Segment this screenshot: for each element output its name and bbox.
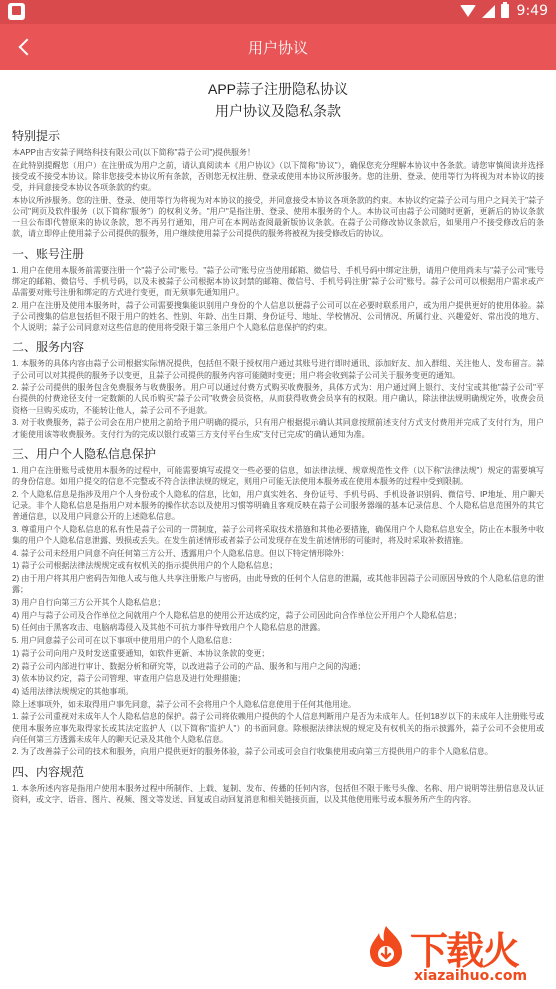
section-paragraph: 3) 用户自行向第三方公开其个人隐私信息； [12,598,166,607]
app-bar [0,24,556,70]
section-paragraph: 2. 用户在注册及使用本服务时，蒜子公司需要搜集能识别用户身份的个人信息以便蒜子公司可以在必要时联系用户，或为用户提供更好的使用体验。蒜子公司搜集的信息包括但不限于用户的姓名、性别、年龄、出生日期、身份证号、地址、学校情况、公司情况、所属行业、兴趣爱好、常出没的地方、个人说明；蒜子公司同意对这些信息的使用将受限于第三条用户个人隐私信息保护的约束。 [12,300,544,333]
fire-download-logo-icon [366,924,406,968]
special-notice [12,147,544,240]
status-bar [0,0,556,24]
status-time: 9:49 [516,3,548,19]
section-paragraph: 2. 蒜子公司提供的服务包含免费服务与收费服务。用户可以通过付费方式购买收费服务，具体方式为：用户通过网上银行、支付宝或其他"蒜子公司"平台提供的付费途径支付一定数额的人民币购买"蒜子公司"收费会员资格，从而获得收费会员享有的权限。用户确认，除法律法规明确规定外，收费会员资格一旦购买成功，不能转让他人，蒜子公司不予退款。 [12,383,544,415]
section-paragraph: 1. 用户在注册账号或使用本服务的过程中，可能需要填写或提交一些必要的信息，如法律法规、规章规范性文件（以下称"法律法规"）规定的需要填写的身份信息。如用户提交的信息不完整或不符合法律法规的规定，则用户可能无法使用本服务或在使用本服务的过程中受到限制。 [12,465,544,486]
watermark-title: 下载火 [410,929,519,973]
section-paragraph: 3. 尊重用户个人隐私信息的私有性是蒜子公司的一贯制度，蒜子公司将采取技术措施和其他必要措施，确保用户个人隐私信息安全，防止在本服务中收集的用户个人隐私信息泄露、毁损或丢失。在发生前述情形或者蒜子公司发现存在发生前述情形的可能时，将及时采取补救措施。 [12,524,544,545]
section-paragraph: 1. 蒜子公司重视对未成年人个人隐私信息的保护。蒜子公司将依赖用户提供的个人信息判断用户是否为未成年人。任何18岁以下的未成年人注册账号或使用本服务应事先取得家长或其法定监护人（以下简称"监护人"）的书面同意。除根据法律法规的规定及有权机关的指示披露外，蒜子公司不会使用或向任何第三方透露未成年人的聊天记录及其他个人隐私信息。 [12,712,544,744]
watermark [366,918,546,988]
section-paragraph: 4) 用户与蒜子公司及合作单位之间就用户个人隐私信息的使用公开达成约定，蒜子公司因此向合作单位公开用户个人隐私信息； [12,610,462,620]
section-paragraph: 1. 用户在使用本服务前需要注册一个"蒜子公司"账号。"蒜子公司"账号应当使用邮箱、微信号、手机号码中绑定注册，请用户使用尚未与"蒜子公司"账号绑定的邮箱、微信号、手机号码，以及未被蒜子公司根据本协议封禁的邮箱、微信号、手机号码注册"蒜子公司"账号。蒜子公司可以根据用户需求或产品需要对账号注册和绑定的方式进行变更，而无须事先通知用户。 [12,265,544,298]
status-icons [460,3,548,19]
agreement-sections [12,246,544,805]
section-paragraph: 2) 由于用户将其用户密码告知他人或与他人共享注册账户与密码，由此导致的任何个人信息的泄漏，或其他非因蒜子公司原因导致的个人隐私信息的泄露； [12,574,544,595]
section-paragraph: 3. 对于收费服务，蒜子公司会在用户使用之前给予用户明确的提示，只有用户根据提示确认其同意按照前述支付方式支付费用并完成了支付行为，用户才能使用该等收费服务。支付行为的完成以银行或第三方支付平台生成"支付已完成"的确认通知为准。 [12,418,544,439]
document-subtitle: 用户协议及隐私条款 [215,103,341,119]
section-paragraph: 1) 蒜子公司向用户及时发送重要通知，如软件更新、本协议条款的变更； [12,648,270,658]
section-heading: 一、账号注册 [12,246,85,261]
section-paragraph: 5. 用户同意蒜子公司可在以下事项中使用用户的个人隐私信息： [12,636,237,646]
notice-paragraph: 在此特别提醒您（用户）在注册成为用户之前，请认真阅读本《用户协议》（以下简称"协议"），确保您充分理解本协议中各条款。请您审慎阅读并选择接受或不接受本协议。除非您接受本协议所有条款，否则您无权注册、登录或使用本协议所涉服务。您的注册、登录、使用等行为将视为对本协议的接受，并同意接受本协议各项条款的约束。 [12,160,544,193]
section-paragraph: 4. 蒜子公司未经用户同意不向任何第三方公开、透露用户个人隐私信息。但以下特定情形除外： [12,548,349,558]
section-paragraph: 1. 本条所述内容是指用户使用本服务过程中所制作、上载、复制、发布、传播的任何内容，包括但不限于账号头像、名称、用户说明等注册信息及认证资料，或文字、语音、图片、视频、图文等发送、回复或自动回复消息和相关链接页面，以及其他使用账号或本服务所产生的内容。 [12,783,544,804]
section-paragraph: 3) 依本协议约定，蒜子公司管理、审查用户信息及进行处理措施； [12,674,246,684]
section-paragraph: 1) 蒜子公司根据法律法规规定或有权机关的指示提供用户的个人隐私信息； [12,561,278,571]
section-heading: 三、用户个人隐私信息保护 [12,446,157,461]
notice-paragraph: 本协议所涉服务。您的注册、登录、使用等行为将视为对本协议的接受，并同意接受本协议各项条款的约束。本协议约定蒜子公司与用户之间关于"蒜子公司"网页及软件服务（以下简称"服务"）的权利义务。"用户"是指注册、登录、使用本服务的个人。本协议可由蒜子公司随时更新，更新后的协议条款一旦公布即代替原来的协议条款，恕不再另行通知，用户可在本网站查阅最新版协议条款。在蒜子公司修改协议条款后，如果用户不接受修改后的条款，请立即停止使用蒜子公司提供的服务，用户继续使用蒜子公司提供的服务将被视为接受修改后的协议。 [12,195,544,239]
section-paragraph: 2. 个人隐私信息是指涉及用户个人身份或个人隐私的信息，比如，用户真实姓名、身份证号、手机号码、手机设备识别码、微信号、IP地址、用户聊天记录。非个人隐私信息是指用户对本服务的操作状态以及使用习惯等明确且客观反映在蒜子公司服务器端的基本记录信息、个人隐私信息范围外的其它普通信息，以及用户同意公开的上述隐私信息。 [12,489,544,522]
section-paragraph: 4) 适用法律法规规定的其他事项。 [12,686,134,696]
section-paragraph: 5) 任何由于黑客攻击、电脑病毒侵入及其他不可抗力事件导致用户个人隐私信息的泄露。 [12,623,326,633]
wifi-icon [460,5,476,17]
agreement-content[interactable] [0,70,556,989]
notice-paragraph: 本APP由吉安蒜子网络科技有限公司(以下简称"蒜子公司")提供服务！ [12,148,256,157]
section-heading: 四、内容规范 [12,764,85,779]
section-paragraph: 1. 本服务的具体内容由蒜子公司根据实际情况提供，包括但不限于授权用户通过其账号进行即时通讯、添加好友、加入群组、关注他人、发布留言。蒜子公司可以对其提供的服务予以变更，且蒜子公司提供的服务内容可能随时变更；用户将会收到蒜子公司关于服务变更的通知。 [12,359,544,380]
watermark-url: xiazaihuo.com [414,968,528,984]
document-title: APP蒜子注册隐私协议 [207,81,348,97]
app-notification-icon [8,3,25,20]
page-title: 用户协议 [247,40,308,57]
signal-icon [482,5,495,18]
battery-icon [501,4,509,18]
section-paragraph: 2) 蒜子公司内部进行审计、数据分析和研究等，以改进蒜子公司的产品、服务和与用户之间的沟通； [12,661,366,671]
special-notice-heading: 特别提示 [12,129,61,143]
section-paragraph: 除上述事项外，如未取得用户事先同意，蒜子公司不会将用户个人隐私信息使用于任何其他用途。 [12,699,356,709]
section-heading: 二、服务内容 [12,340,85,355]
section-paragraph: 2. 为了改善蒜子公司的技术和服务，向用户提供更好的服务体验，蒜子公司或可会自行收集使用或向第三方提供用户的非个人隐私信息。 [12,747,493,757]
